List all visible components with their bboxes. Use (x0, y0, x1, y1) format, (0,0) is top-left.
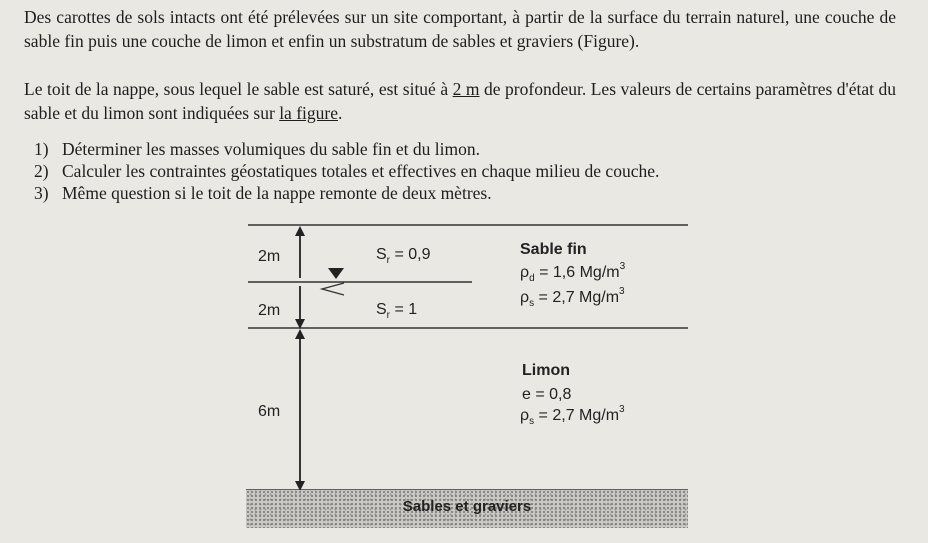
sable-rho-s (520, 286, 625, 310)
rho-subscript: d (529, 273, 535, 285)
limon-title: Limon (522, 362, 570, 379)
question-text: Même question si le toit de la nappe remonte de deux mètres. (62, 183, 492, 203)
para2-text-a: Le toit de la nappe, sous lequel le sable est saturé, est situé à (24, 79, 453, 99)
rho-symbol: ρ (520, 264, 530, 281)
question-number: 2) (34, 161, 49, 181)
limon-rho-s (520, 404, 625, 428)
rho-symbol: ρ (520, 407, 530, 424)
unit-exponent: 3 (619, 404, 625, 415)
saturation-top-label (376, 246, 431, 266)
sr-subscript: r (386, 310, 391, 322)
sr-value: = 0,9 (390, 246, 431, 263)
water-table-triangle-icon (328, 268, 344, 279)
figure-reference: la figure (279, 102, 338, 123)
unit-exponent: 3 (619, 286, 625, 297)
question-number: 1) (34, 139, 49, 159)
gravel-layer (246, 490, 688, 528)
dimension-label-mid: 2m (258, 302, 281, 319)
rho-value: = 1,6 Mg/m (534, 264, 620, 281)
gravel-label: Sables et graviers (402, 498, 532, 515)
rho-symbol: ρ (520, 289, 530, 306)
para2-text-c: . (337, 102, 343, 123)
rho-subscript: s (529, 298, 535, 310)
unit-exponent: 3 (619, 261, 626, 272)
sr-symbol: S (376, 301, 387, 318)
sable-title: Sable fin (520, 241, 587, 258)
dimension-label-top: 2m (258, 248, 281, 265)
question-text: Déterminer les masses volumiques du sable fin et du limon. (62, 139, 480, 159)
saturation-mid-label (376, 301, 417, 321)
sr-value: = 1 (390, 301, 418, 318)
dimension-label-limon: 6m (258, 403, 281, 420)
rho-value: = 2,7 Mg/m (534, 289, 620, 306)
sable-rho-d (520, 261, 626, 285)
question-text: Calculer les contraintes géostatiques totales et effectives en chaque milieu de couche. (62, 161, 660, 181)
intro-paragraph: Des carottes de sols intacts ont été prélevées sur un site comportant, à partir de la surface du terrain naturel, une couche de sable fin puis une couche de limon et enfin un substratum de sables et graviers (Figure). (24, 7, 896, 51)
para2-text-b: de profondeur. Les valeurs de certains paramètres d'état du sable et du limon sont indiquées sur (24, 79, 896, 123)
depth-value: 2 m (452, 79, 480, 99)
rho-subscript: s (529, 416, 535, 428)
question-number: 3) (34, 183, 49, 203)
sr-subscript: r (386, 255, 391, 267)
sr-symbol: S (376, 246, 387, 263)
rho-value: = 2,7 Mg/m (534, 407, 620, 424)
limon-void-ratio: e = 0,8 (522, 386, 572, 403)
chevron-left-icon (322, 283, 344, 295)
